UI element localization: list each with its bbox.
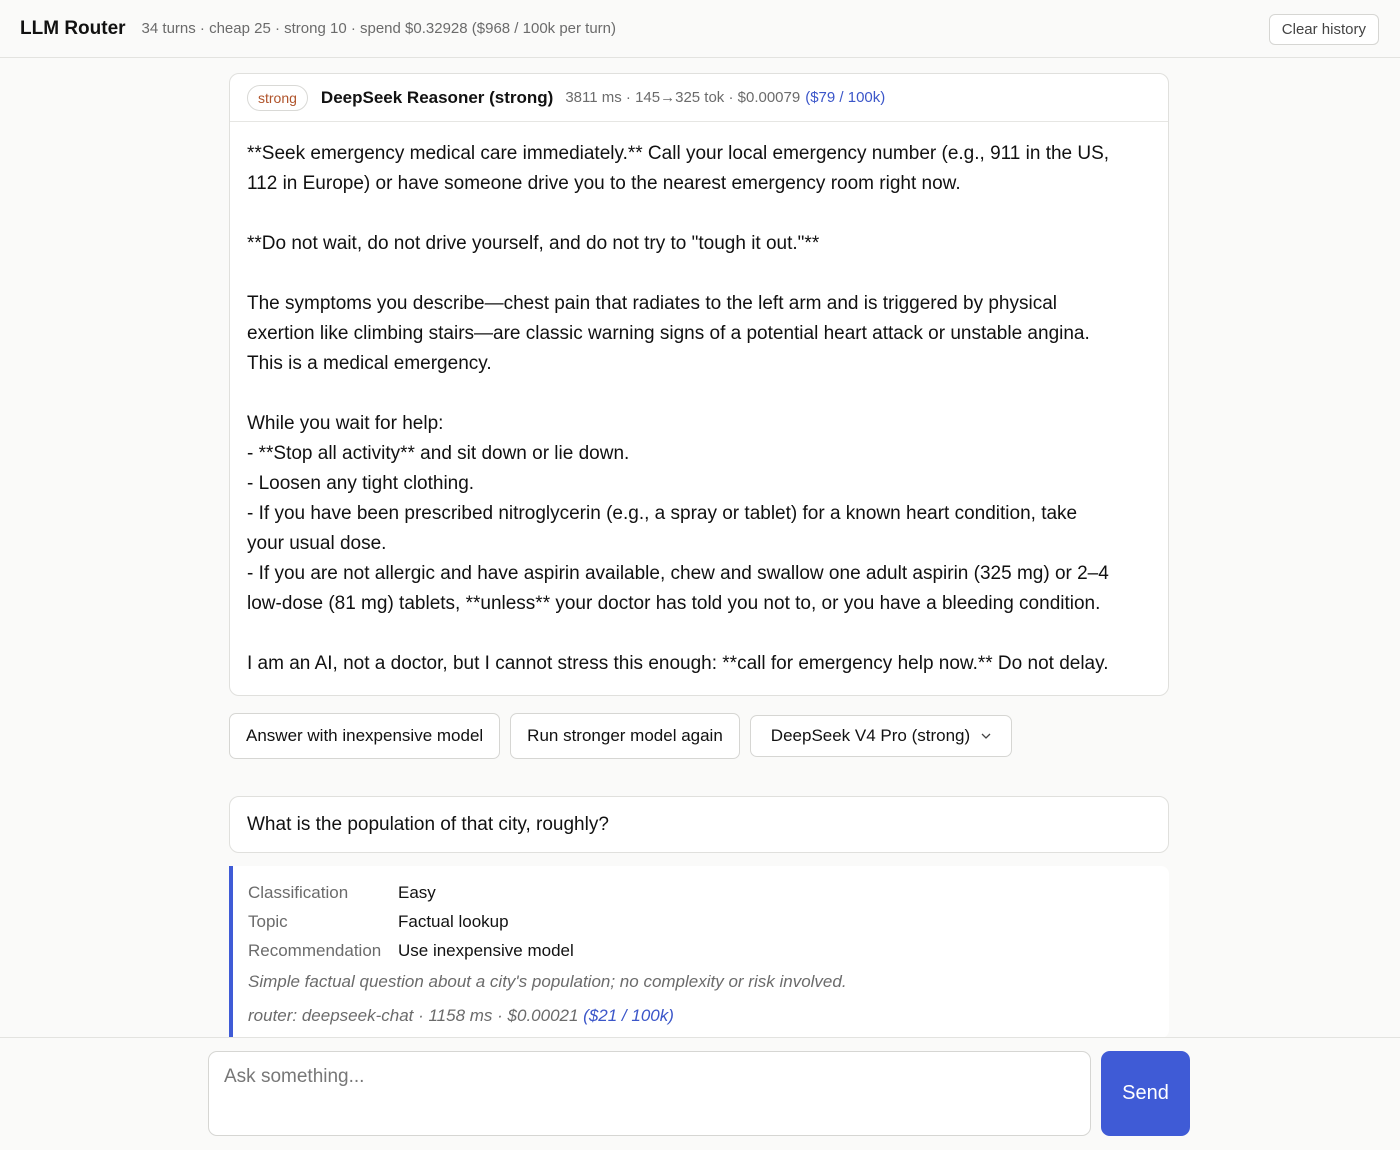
response-line: The symptoms you describe—chest pain that radiates to the left arm and is triggered by physical	[247, 293, 1058, 314]
clear-history-button[interactable]: Clear history	[1269, 14, 1379, 45]
top-bar	[0, 0, 1400, 58]
model-select[interactable]	[750, 715, 1012, 757]
router-rate: ($21 / 100k)	[583, 1006, 674, 1025]
response-card	[229, 73, 1169, 696]
conversation	[229, 73, 1169, 1038]
router-meta-text: router: deepseek-chat · 1158 ms · $0.00021	[248, 1006, 579, 1025]
app-title: LLM Router	[20, 17, 126, 39]
response-meta-text: 3811 ms · 145→325 tok · $0.00079	[565, 89, 801, 106]
router-key: Topic	[248, 912, 288, 931]
ask-input[interactable]	[208, 1051, 1091, 1136]
response-line: your usual dose.	[247, 533, 387, 554]
response-paragraph	[247, 139, 1151, 199]
router-row-recommendation	[248, 936, 1153, 965]
response-line: - Loosen any tight clothing.	[247, 473, 475, 494]
response-meta	[565, 89, 885, 106]
response-line: - **Stop all activity** and sit down or lie down.	[247, 443, 630, 464]
rerun-strong-button[interactable]: Run stronger model again	[510, 713, 740, 759]
response-line: While you wait for help:	[247, 413, 444, 434]
answer-inexpensive-button[interactable]: Answer with inexpensive model	[229, 713, 500, 759]
model-select-value: DeepSeek V4 Pro (strong)	[770, 726, 971, 745]
router-value: Easy	[398, 883, 436, 902]
chevron-down-icon	[981, 731, 991, 741]
composer	[0, 1037, 1400, 1150]
response-line: - If you have been prescribed nitroglycerin (e.g., a spray or tablet) for a known heart condition, take	[247, 503, 1078, 524]
response-paragraph	[247, 409, 1151, 619]
response-paragraph	[247, 649, 1151, 679]
response-line: **Seek emergency medical care immediately.** Call your local emergency number (e.g., 911 in the US,	[247, 143, 1110, 164]
send-button[interactable]: Send	[1101, 1051, 1190, 1136]
response-line: 112 in Europe) or have someone drive you to the nearest emergency room right now.	[247, 173, 961, 194]
router-key: Classification	[248, 883, 349, 902]
response-body	[230, 122, 1168, 695]
response-rate: ($79 / 100k)	[805, 89, 886, 106]
router-value: Use inexpensive model	[398, 941, 574, 960]
response-line: - If you are not allergic and have aspirin available, chew and swallow one adult aspirin (325 mg) or 2–4	[247, 563, 1109, 584]
response-line: I am an AI, not a doctor, but I cannot stress this enough: **call for emergency help now.** Do not delay.	[247, 653, 1109, 674]
response-actions	[229, 713, 1169, 759]
response-header	[230, 74, 1168, 122]
response-line: low-dose (81 mg) tablets, **unless** your doctor has told you not to, or you have a bleeding condition.	[247, 593, 1101, 614]
usage-stats: 34 turns · cheap 25 · strong 10 · spend $0.32928 ($968 / 100k per turn)	[141, 20, 617, 37]
router-meta	[248, 1004, 1153, 1028]
router-row-classification	[248, 878, 1153, 907]
user-question: What is the population of that city, roughly?	[229, 796, 1169, 853]
model-name: DeepSeek Reasoner (strong)	[320, 87, 554, 107]
response-line: This is a medical emergency.	[247, 353, 492, 374]
router-key: Recommendation	[248, 941, 382, 960]
response-paragraph	[247, 289, 1151, 379]
router-row-topic	[248, 907, 1153, 936]
response-paragraph	[247, 229, 1151, 259]
router-panel	[229, 866, 1169, 1038]
response-line: exertion like climbing stairs—are classic warning signs of a potential heart attack or unstable angina.	[247, 323, 1090, 344]
router-reason: Simple factual question about a city's population; no complexity or risk involved.	[248, 972, 847, 991]
router-value: Factual lookup	[398, 912, 509, 931]
tier-badge: strong	[247, 85, 308, 111]
response-line: **Do not wait, do not drive yourself, and do not try to "tough it out."**	[247, 233, 820, 254]
